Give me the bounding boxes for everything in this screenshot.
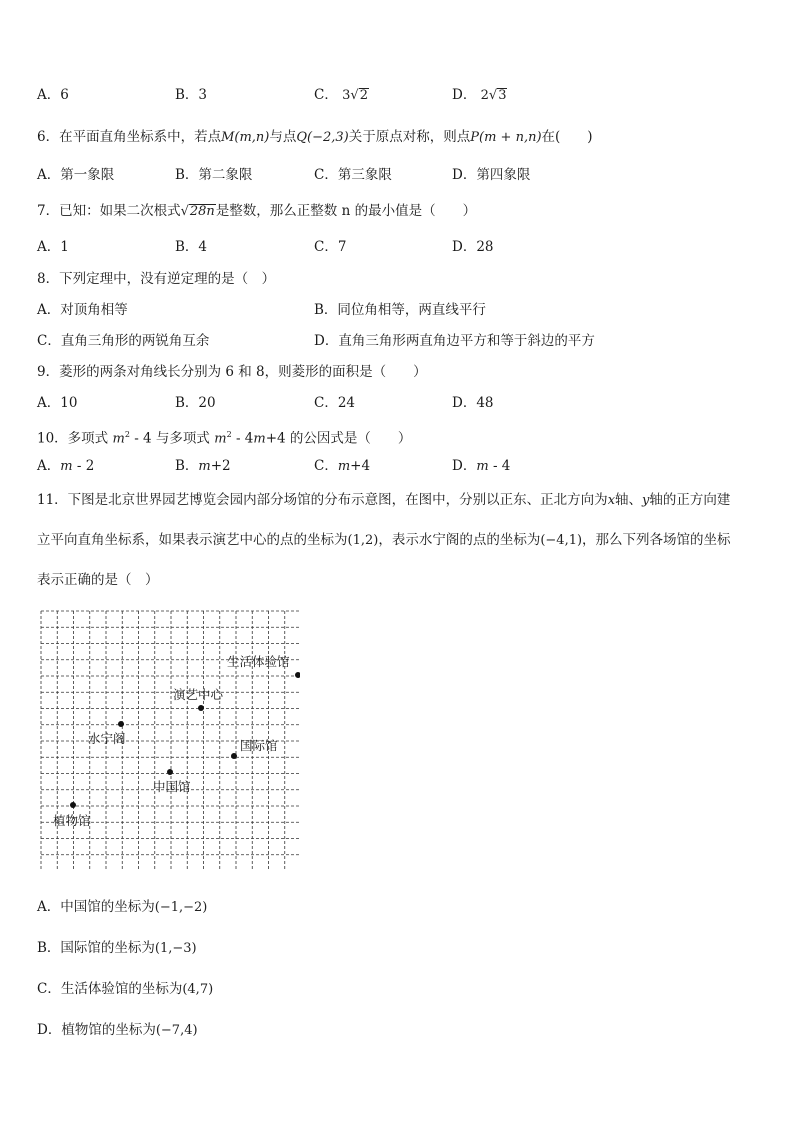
label-intl-hall: 国际馆 xyxy=(240,738,278,753)
q10-option-c: C．m+4 xyxy=(314,458,371,474)
q7-option-c: C．7 xyxy=(314,239,347,255)
label-water-pavilion: 水宁阁 xyxy=(88,731,126,746)
q8-option-a: A．对顶角相等 xyxy=(37,302,128,318)
q9-option-d: D．48 xyxy=(452,395,494,411)
q8-option-d: D．直角三角形两直角边平方和等于斜边的平方 xyxy=(314,333,595,349)
q7-stem: 7．已知：如果二次根式√28n是整数，那么正整数 n 的最小值是（ ） xyxy=(37,203,477,219)
q6-option-c: C．第三象限 xyxy=(314,167,392,183)
point-life-hall xyxy=(295,672,300,678)
q8-option-b: B．同位角相等，两直线平行 xyxy=(314,302,486,318)
q9-option-a: A．10 xyxy=(37,395,78,411)
q11-option-c: C．生活体验馆的坐标为(4,7) xyxy=(37,981,214,997)
q7-option-a: A．1 xyxy=(37,239,69,255)
point-plant-hall xyxy=(70,802,76,808)
q11-stem-line1: 11．下图是北京世界园艺博览会园内部分场馆的分布示意图，在图中，分别以正东、正北方向为x轴、y轴的正方向建 xyxy=(37,492,731,508)
q11-option-a: A．中国馆的坐标为(−1,−2) xyxy=(37,899,208,915)
point-performance-center xyxy=(198,705,204,711)
q7-option-d: D．28 xyxy=(452,239,494,255)
q6-stem: 6．在平面直角坐标系中，若点M(m,n)与点Q(−2,3)关于原点对称，则点P(m + n,n)在( ) xyxy=(37,129,593,145)
q10-option-b: B．m+2 xyxy=(175,458,231,474)
q11-stem-line3: 表示正确的是（ ） xyxy=(37,572,159,588)
q5-option-d: D． 2√3 xyxy=(452,87,507,103)
q10-option-a: A．m - 2 xyxy=(37,458,95,474)
label-performance-center: 演艺中心 xyxy=(173,687,224,702)
q8-stem: 8．下列定理中，没有逆定理的是（ ） xyxy=(37,271,276,287)
point-water-pavilion xyxy=(118,721,124,727)
q9-option-b: B．20 xyxy=(175,395,216,411)
q5-option-a: A．6 xyxy=(37,87,69,103)
label-plant-hall: 植物馆 xyxy=(53,813,91,828)
label-life-hall: 生活体验馆 xyxy=(227,654,290,669)
q8-option-c: C．直角三角形的两锐角互余 xyxy=(37,333,210,349)
q5-option-d-math: 2√3 xyxy=(480,88,507,103)
point-china-hall xyxy=(167,769,173,775)
q6-option-d: D．第四象限 xyxy=(452,167,531,183)
q11-stem-line2: 立平向直角坐标系，如果表示演艺中心的点的坐标为(1,2)，表示水宁阁的点的坐标为(−4,1)，那么下列各场馆的坐标 xyxy=(37,532,731,548)
q5-option-b: B．3 xyxy=(175,87,208,103)
label-china-hall: 中国馆 xyxy=(153,779,191,794)
q5-option-c: C． 3√2 xyxy=(314,87,368,103)
q11-option-d: D．植物馆的坐标为(−7,4) xyxy=(37,1022,198,1038)
q7-option-b: B．4 xyxy=(175,239,208,255)
q9-option-c: C．24 xyxy=(314,395,356,411)
q6-option-b: B．第二象限 xyxy=(175,167,253,183)
q10-option-d: D．m - 4 xyxy=(452,458,511,474)
venue-map xyxy=(40,610,300,870)
point-intl-hall xyxy=(231,753,237,759)
q5-option-c-math: 3√2 xyxy=(342,88,368,103)
q6-option-a: A．第一象限 xyxy=(37,167,115,183)
q11-option-b: B．国际馆的坐标为(1,−3) xyxy=(37,940,197,956)
q7-radical: √28n xyxy=(180,204,215,219)
q9-stem: 9．菱形的两条对角线长分别为 6 和 8，则菱形的面积是（ ） xyxy=(37,364,427,380)
q10-stem: 10．多项式 $m^2 - 4$ 与多项式 $m^2 - 4m+4$ 的公因式是（ ） xyxy=(37,430,412,447)
